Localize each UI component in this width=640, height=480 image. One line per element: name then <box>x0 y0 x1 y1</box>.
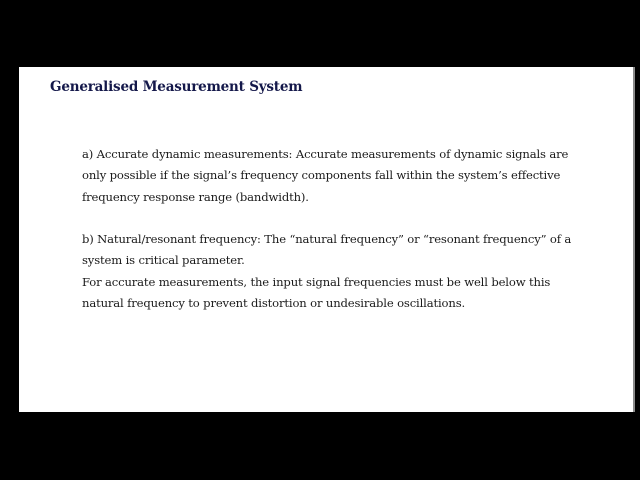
paragraph-b-line-3: For accurate measurements, the input signal frequencies must be well below this <box>82 274 551 289</box>
slide <box>19 67 633 412</box>
paragraph-b <box>82 229 602 314</box>
paragraph-a-line-3: frequency response range (bandwidth). <box>82 189 309 204</box>
slide-body <box>82 144 602 314</box>
slide-edge-shadow <box>633 67 635 412</box>
paragraph-a-line-1: a) Accurate dynamic measurements: Accurate measurements of dynamic signals are <box>82 147 569 161</box>
paragraph-b-line-2: system is critical parameter. <box>82 253 245 268</box>
paragraph-a-line-2: only possible if the signal’s frequency components fall within the system’s effective <box>82 168 561 183</box>
slide-title: Generalised Measurement System <box>50 79 303 95</box>
paragraph-b-line-1: b) Natural/resonant frequency: The “natural frequency” or “resonant frequency” of a <box>82 232 572 247</box>
paragraph-b-line-4: natural frequency to prevent distortion or undesirable oscillations. <box>82 296 466 311</box>
paragraph-spacer <box>82 208 602 229</box>
paragraph-a <box>82 144 602 208</box>
